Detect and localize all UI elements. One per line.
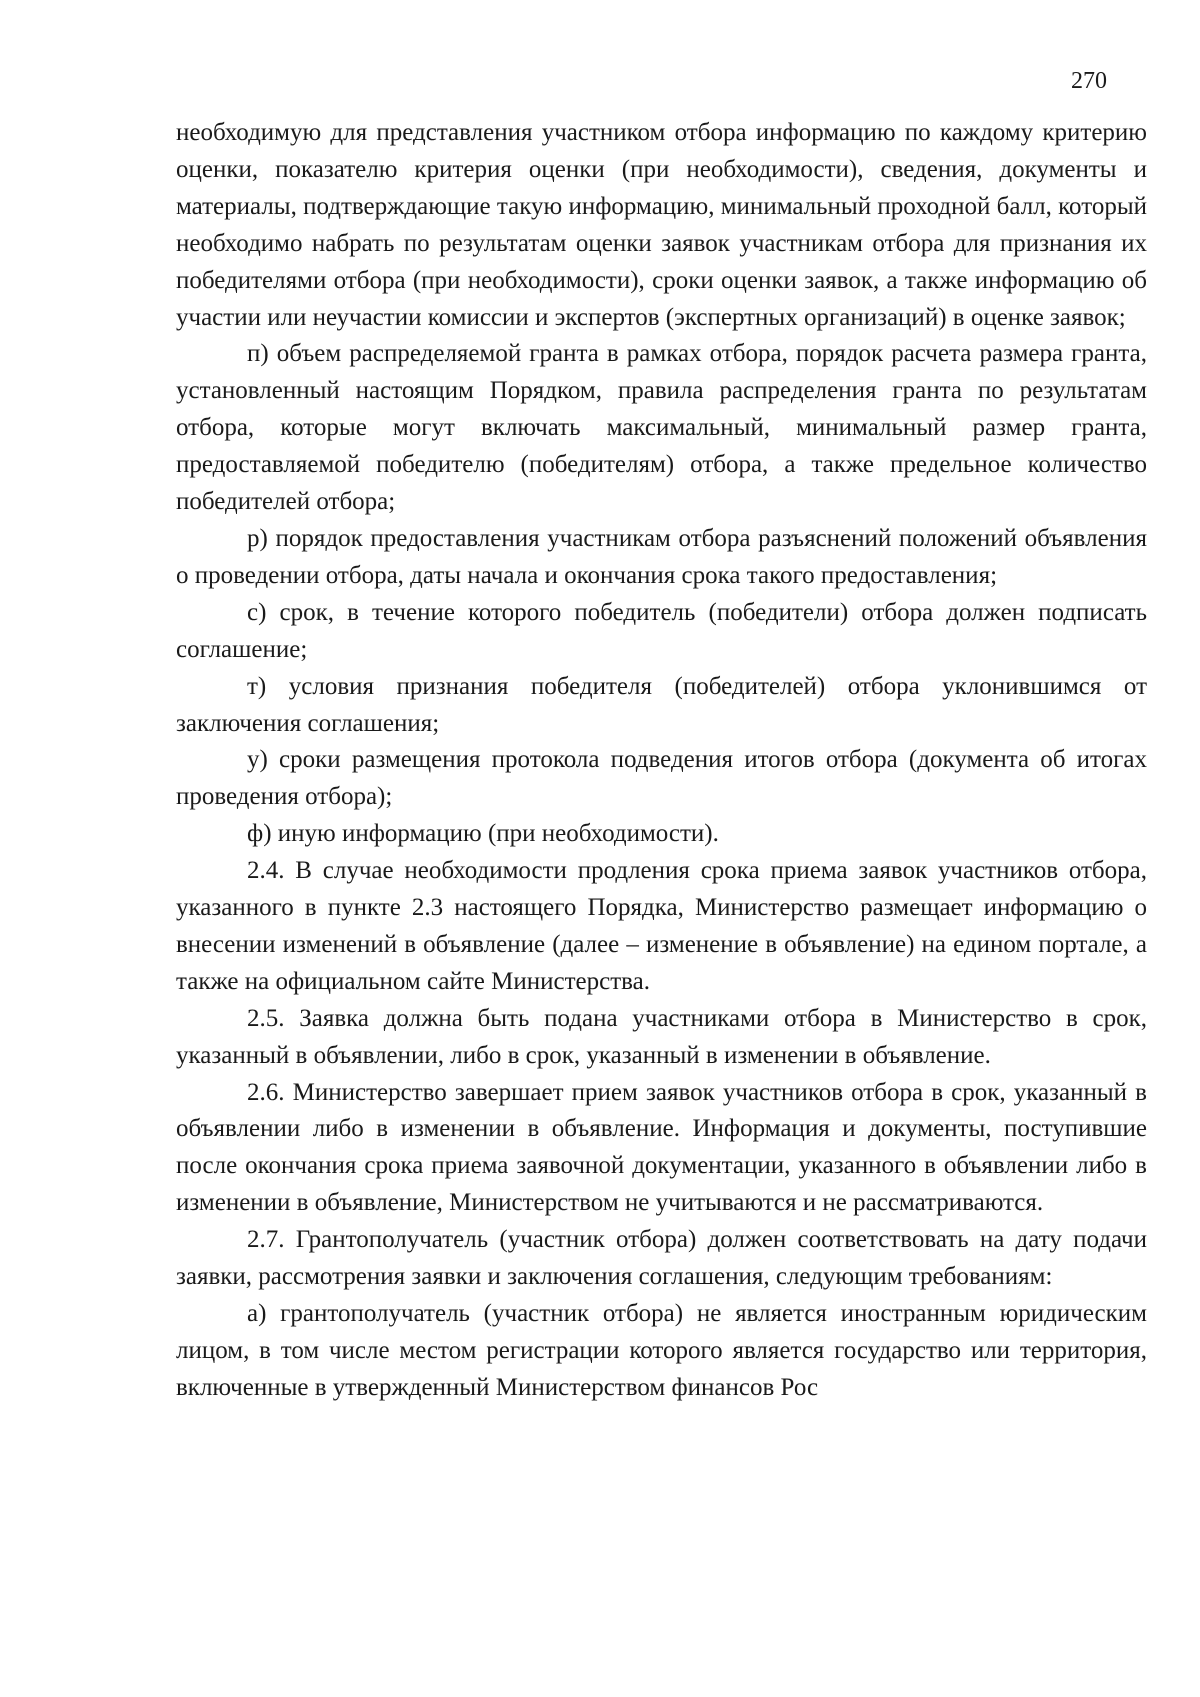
paragraph-2-5: 2.5. Заявка должна быть подана участниками отбора в Министерство в срок, указанный в объявлении, либо в срок, указанный в изменении в объявление. <box>176 1004 1147 1069</box>
paragraph-2-4: 2.4. В случае необходимости продления срока приема заявок участников отбора, указанного в пункте 2.3 настоящего Порядка, Министерство размещает информацию о внесении изменений в объявление (далее – изменение в объявление) на едином портале, а также на официальном сайте Министерства. <box>176 857 1147 995</box>
paragraph-criteria-continuation: необходимую для представления участником отбора информацию по каждому критерию оценки, показателю критерия оценки (при необходимости), сведения, документы и материалы, подтверждающие такую информацию, минимальный проходной балл, который необходимо набрать по результатам оценки заявок участникам отбора для признания их победителями отбора (при необходимости), сроки оценки заявок, а также информацию об участии или неучастии комиссии и экспертов (экспертных организаций) в оценке заявок; <box>176 119 1147 331</box>
page-number: 270 <box>1071 68 1107 94</box>
paragraph-item-a: а) грантополучатель (участник отбора) не является иностранным юридическим лицом, в том числе местом регистрации которого является государство или территория, включенные в утвержденный Министерством финансов Рос <box>176 1300 1147 1401</box>
paragraph-item-s: с) срок, в течение которого победитель (победители) отбора должен подписать соглашение; <box>176 598 1147 663</box>
paragraph-item-p: п) объем распределяемой гранта в рамках отбора, порядок расчета размера гранта, установленный настоящим Порядком, правила распределения гранта по результатам отбора, которые могут включать максимальный, минимальный размер гранта, предоставляемой победителю (победителям) отбора, а также предельное количество победителей отбора; <box>176 340 1147 516</box>
paragraph-item-t: т) условия признания победителя (победителей) отбора уклонившимся от заключения соглашения; <box>176 672 1147 737</box>
document-body <box>176 115 1147 1407</box>
paragraph-item-f: ф) иную информацию (при необходимости). <box>247 820 719 848</box>
paragraph-2-7: 2.7. Грантополучатель (участник отбора) должен соответствовать на дату подачи заявки, рассмотрения заявки и заключения соглашения, следующим требованиям: <box>176 1226 1147 1291</box>
paragraph-item-u: у) сроки размещения протокола подведения итогов отбора (документа об итогах проведения отбора); <box>176 746 1147 811</box>
paragraph-2-6: 2.6. Министерство завершает прием заявок участников отбора в срок, указанный в объявлении либо в изменении в объявление. Информация и документы, поступившие после окончания срока приема заявочной документации, указанного в объявлении либо в изменении в объявление, Министерством не учитываются и не рассматриваются. <box>176 1078 1147 1217</box>
paragraph-item-r: р) порядок предоставления участникам отбора разъяснений положений объявления о проведении отбора, даты начала и окончания срока такого предоставления; <box>176 524 1147 589</box>
